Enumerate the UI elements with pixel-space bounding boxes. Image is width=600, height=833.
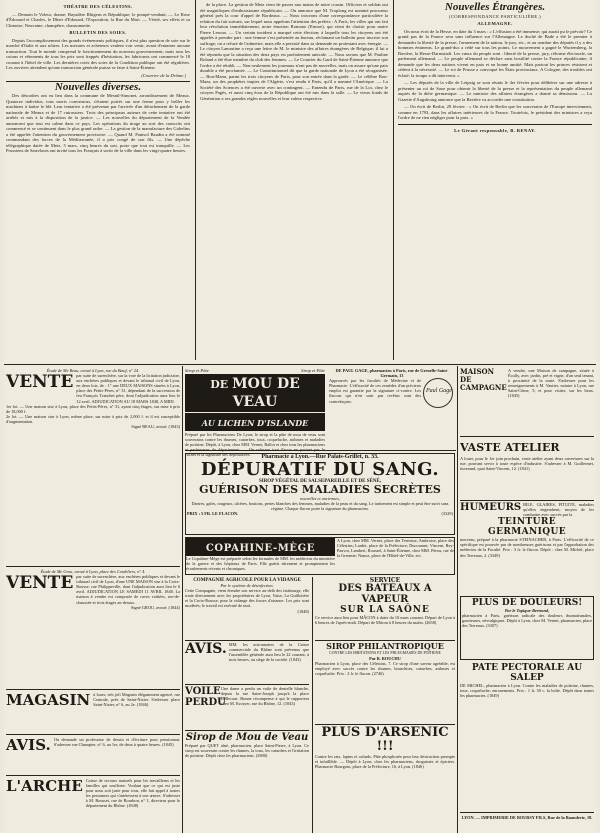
divider [398,124,592,125]
ad-mou-de-veau [185,368,325,458]
arche-title: L'ARCHE [6,777,83,795]
ad-rule [460,436,594,437]
agricole-sub: Par le système de désinfection. [220,583,274,589]
avis-2-title: AVIS. [185,641,227,657]
douleurs-text: pharmacien à Paris, guérison radicale des douleurs rhumatismales, goutteuses, névralgiques. Dépôt à Lyon, chez M. Vernet, pharmacien, place des Terreaux. (3307) [462,613,592,629]
magasin-title: MAGASIN [6,691,91,709]
depuratif-kind: nouvelles et anciennes, [300,496,340,502]
bulletin-heading: BULLETIN DES SOIES. [69,30,127,35]
vente-1-title: VENTE [6,372,74,393]
mou-text: Préparé par les Pharmaciens De Lyon; le sirop et la pâte de mou de veau sont souverains contre les rhumes, catarrhes, toux, coqueluche, asthmes et maladies de poitrine. Dépôt, à Lyon, chez MM. Vernet, Ballot et chez tous les pharmaciens et parfumeurs du département. — On refusera tout flacon ne portant pas le cachet et la signature des dépositaires. [185,432,325,458]
ad-magasin [6,692,180,732]
newspaper-page [4,0,596,833]
pate-title: PATE PECTORALE AU SALEP [471,663,583,683]
copahine-text: Le Copahine-Mège est préparée selon les formules de MM. les médecins du ministère de la guerre et des hôpitaux de Paris. Elle guérit sûrement et promptement les écoulements récents et chroniques. [186,556,335,572]
arsenic-title: PLUS D'ARSENIC !!! [321,725,449,754]
humeurs-text: BILE, GLAIRES, PITUITE, maladies qu'elles engendrent; moyen de les combattre avec succès par la [523,502,594,518]
ad-sirop-philantropique [315,642,455,722]
vente-2-title: VENTE [6,573,74,594]
column-2-text: de la place. La gestion de Metz vient de passer aux mains de notre cousin. Officiers et soldats ont été magnifiques d'enthousiasme républicain. — On annonce que M. Troplong est nommé procureur général près la cour d'appel de Bordeaux. — Nous trouvons d'une correspondance particulière la relation du fait suivant, sur lequel nous appelons l'attention des préfets : A Paris, les villes qui ont fait leur révolution immédiatement, notre émotion Romano (Ermoe), qui vient de choisir pour maire Pierre Leroux. — Un certain incident a marqué cette élection; à laquelle tous les citoyens ont été appelés à prendre part : une femme s'est présentée au bureau, réclamant un bulletin pour inscrire son suffrage; on a refusé de l'admettre, mais elle a persisté dans sa demande en protestant avec énergie. — Le citoyen Lamartine a reçu une lettre de M. le ministre des affaires étrangères de Belgique; il lui a été répondu que la situation des deux pays est parfaitement amicale. — Nous savons que M. Pauline Roland a été élue membre du club des femmes. — Le Courrier du Gard de Saint-Étienne annonce que l'ordre a été rétabli. — Non-seulement les journaux n'ont pas de nouvelles, mais on assure qu'une paix durable a été proclamée. — Le Constitutionnel dit que la garde nationale de Lyon a été réorganisée. — Bon-Manu, parmi les trois citoyens de Paris, pour son entrée dans la garde. — Le célèbre Bou-Maza, un des prophètes impies de l'Algérie, s'est rendu à Paris, qu'il a nommé l'Amérique. — La Société des Sciences a été ouverte avec un contingent. — Entendu de Paris, rue de la Loi, chez le citoyen Pagès, et aussi cinq écus de la République ont été mis dans la salle. — Le vieux fonds de Génération a ses grandes règles nouvelles et leur valeur respective. [200,2,388,101]
mou-top-right: Sirop et Pâte [301,368,325,373]
maison-text: A vendre, une Maison de campagne, située à Écully, avec jardin, pré et vigne, d'un seul tenant, à proximité de la route. S'adresser pour les renseignements à M. Vautier, notaire à Lyon, rue Saint-Côme, 5; et pour visiter, sur les lieux. (1845) [508,368,594,399]
column-rule [195,0,196,360]
foreign-news-heading: Nouvelles Étrangères. [444,1,546,13]
footer-rule [460,812,594,813]
vapeur-sub: SUR LA SAÔNE [340,605,430,616]
vaste-text: A louer, pour le 1er juin prochain, vaste atelier ayant deux ouvertures sur la rue, pouvant servir à toute espèce d'industrie. S'adresser à M. Guillermet, tisserand, quai Saint-Vincent, 12. (1841) [460,456,594,472]
ad-rule [6,689,180,690]
foreign-news-text-2: — Les députés de la ville de Leipzig se sont réunis le 4er février pour délibérer sur une adresse à présenter au roi de Saxe pour obtenir la liberté de la presse et la représentation du peuple allemand auprès de la diète germanique. — Le ministre des affaires étrangères a donné sa démission. — La Gazette d'Augsbourg annonce que la Bavière va accorder une constitution. [398,80,592,102]
ad-maison-campagne [460,368,594,434]
column-rule [393,0,394,360]
pate-text: DE MICHEL, pharmacien à Lyon. Contre les maladies de poitrine, rhumes, toux, coqueluche, enrouements. Prix : 1 fr. 50 c. la boîte. Dépôt dans toutes les pharmacies. (1849) [460,683,594,699]
depuratif-text: Dartres, gales, rougeurs, ulcères, boutons, pertes blanches des femmes, maladies de la peau et du sang. Le traitement est simple et peut être suivi sans régime. Chaque flacon porte la signature du pharmacien. [191,501,449,512]
vaste-title: VASTE ATELIER [460,441,560,454]
sirop-phil-by: Par B. ROUCHU [369,656,401,662]
ad-vaste-atelier [460,438,594,498]
douleurs-sub: Par le Topique-Bertrand, [504,608,550,613]
ad-avis-2 [185,642,309,682]
sirop-mou-title: Sirop de Mou de Veau [185,732,309,743]
arsenic-text: Contre les rats, lapins et cafards, Pâte phosphorée pour leur destruction prompte et infaillible. — Dépôt à Lyon, chez les pharmaciens, droguistes et épiciers. Pharmacie Bourgoin, place de la Préfecture, 16, à Lyon. (1846) [315,754,455,770]
ad-rule [185,730,309,731]
column-2 [200,2,388,362]
column-1 [6,2,190,362]
avis-1-title: AVIS. [6,736,51,754]
vente-2-text: par suite de surenchère, aux enchères publiques et devant le tribunal civil de Lyon, d'une UNE MAISON sise à la Croix-Rousse, rue Philippeville, dont l'adjudication aura lieu le 6 avril. ADJUDICATION LE SAMEDI 11 AVRIL 1848. La maison à vendre est composée de caves voûtées, rez-de-chaussée et trois étages au-dessus. [76,574,180,605]
agricole-num: (1848) [297,608,309,614]
ad-pate-pectorale [460,663,594,809]
foreign-news-text: On nous écrit de la Hesse, en date du 3 mars : « L'effusion a été immense; qui aurait pu le prévoir? Ce grand pas de la France sera sans influence sur l'Allemagne. Le duché de Bade a été le premier à demander la liberté de la presse, l'armement de la nation, le jury, etc., et au nombre des députés il y a des hommes éminents. Le grand-duc a cédé sur tous les points. Le mouvement a gagné le Wurtemberg, la Bavière, la Hesse-Darmstadt. Les vœux du peuple sont : liberté de la presse, jury, réforme électorale, un parlement allemand. — Le peuple allemand se déclare sans hostilité contre la France républicaine; il demande que les deux nations vivent en paix et en bonne amitié. Mais partout les princes résistent et cèdent à la nécessité. — Le roi de Prusse a convoqué les États provinciaux. A Cologne, des troubles ont éclaté; la troupe a dû intervenir. » [398,28,592,78]
depuratif-price: PRIX : 5 FR. LE FLACON. [187,511,239,517]
vapeur-label: SERVICE [369,577,401,584]
vente-1-lot-1: 1er lot. — Une maison sise à Lyon, place des Petits-Pères, n° 31, ayant cinq étages, sur mise à prix de 18,000 f. [6,403,180,414]
ad-column-rule [182,366,183,833]
foreign-news-country: ALLEMAGNE. [477,21,513,26]
copahine-title: COPAHINE-MÈGE [205,543,315,554]
ad-rule [185,684,309,685]
column-3 [398,2,592,362]
depuratif-sub: SIROP VÉGÉTAL DE SALSEPAREILLE ET DE SÉNÉ, [258,479,382,485]
ad-column-rule [312,577,313,833]
bulletin-text: Depuis l'accomplissement des grands événements politiques, il n'est plus question de soie sur le marché d'Italie et aux nôtres. Les mesures et acheteurs veulent voir venir, avant d'entamer aucune transaction. Tout le monde comprend le fonctionnement du nouveau gouvernement; mais tous les cotons et vêtements de tous les prix sont frappés d'hésitation, les fabricants ont commencé le 18 courant à l'hôtel de ville. Les dernières cotes des soies de la Condition publique ont été régulières. Les ouvriers attendent qu'une transaction générale puisse se faire à Saint-Étienne. [6,37,190,70]
ad-column-rule [457,366,458,833]
bulletin-signature: (Courrier de la Drôme.) [141,72,186,78]
ad-teinture-germanique [460,502,594,594]
humeurs-title: HUMEURS [460,502,522,513]
maison-title: MAISON DE CAMPAGNE [460,367,507,392]
ad-arsenic [315,726,455,830]
ad-vente-2 [6,569,180,687]
depuratif-pharmacie: Pharmacie à Lyon.—Rue Palais-Grillet, n. 33. [261,454,379,460]
copahine-right: A Lyon, chez MM. Vernet, place des Terreaux; Ambroise, place des Célestins; Lardet, place de la Préfecture; Ducourant; Vincent, Rey-Pauvot, Lambert, Roussel, à Saint-Étienne, chez MM. Pérou, rue de la Grenette; Nanoz, place de l'Hôtel-de-Ville, etc. [336,538,454,559]
ad-rule [6,734,180,735]
voile-title: VOILE PERDU [185,686,226,708]
sirop-phil-sub: CONTRE LES IRRITATIONS ET LES PHLEGMASIES DE POITRINE [329,651,441,655]
avis-2-text: MM. les actionnaires de la Caisse commerciale du Rhône sont prévenus que l'assemblée générale aura lieu le 22 courant, à trois heures, au siège de la société. (1843) [228,642,309,663]
ad-rule [6,775,180,776]
douleurs-title: PLUS DE DOULEURS! [471,598,583,608]
paul-gage-text: Approuvés par les facultés de Médecine et de Pharmacie. L'efficacité de ces remèdes d'un précieux emploi est garantie par la signature ci-contre. Les flacons qui n'en sont pas revêtus sont des contrefaçons. [329,378,421,404]
arche-text: Caisse de secours mutuels pour les travailleurs et les familles qui souffrent. Voulant que ce qui est juste pour nous soit juste pour tous, elle fait appel à toutes les personnes qui s'intéressent à son œuvre. S'adresser à M. Rousset, rue de Bourbon, n° 1, directeur pour le département du Rhône. (1848) [85,778,180,809]
agricole-title: COMPAGNIE AGRICOLE POUR LA VIDANGE [193,578,301,583]
vente-2-intro: Étude de Me Grou, avoué à Lyon, place des Cordeliers, n° 4. [40,569,146,574]
foreign-news-text-3: — On écrit de Berlin, 29 février : « On écrit de Berlin que les souverains de l'Europe interviennent, comme en 1793, dans les affaires intérieures de la France. Toutefois, le président des ministres a reçu l'ordre de ne rien négliger pour la paix. » [398,104,592,120]
depuratif-title-2: GUÉRISON DES MALADIES SECRÈTES [199,483,441,497]
depuratif-title: DÉPURATIF DU SANG. [200,459,440,481]
ad-rule [460,500,594,501]
sirop-phil-text: Pharmacien à Lyon, place des Célestins, 7. Ce sirop d'une saveur agréable, est employé avec succès contre les rhumes, bronchites, catarrhes, asthmes et coqueluche. Prix : 2 fr. le flacon. (2746) [315,661,455,677]
vente-1-text: par suite de surenchère, sur la voie de la licitation judiciaire, aux enchères publiques et devant le tribunal civil de Lyon, en deux lots, de : 1° une DEUX MAISONS situées à Lyon, place des Petits-Pères, n° 31, dépendant de la succession de feu François Tranchet père, dont l'adjudication aura lieu le 12 avril. ADJUDICATION AU 18 MARS 1848, A MIDI. [76,373,180,404]
ad-vente-1 [6,368,180,564]
paul-gage-title: DE PAUL GAGE, pharmacien à Paris, rue de Grenelle-Saint-Germain, 13 [335,368,449,379]
mou-title: MOU DE VEAU [232,376,300,410]
news-heading: Nouvelles diverses. [54,80,142,93]
section-rule [4,364,596,365]
news-text: Des désordres ont eu lieu dans la commune de Mesnil-Simonet, arrondissement de Meaux. Quatorze individus, tous morts convaincus, s'étaient portés sur une ferme pour y brûler les machines à battre le blé. Leur tentative a été prévenue par l'arrivée d'un détachement de la garde nationale de Meaux et de 17 cuirassiers. Trois des principaux auteurs de cette tentative ont été arrêtés et mis à la disposition de la justice. — Les nouvelles du département de la Vendée annoncent que tout est calme dans ce pays. Les opérations du tirage au sort des conscrits ont commencé et se continuent dans le plus grand ordre. — La gestion de la manufacture des Gobelins a été appelée l'attention du gouvernement provisoire. — Quand M. Panisol Baudin a été nommé commandant des forces de la Méditerranée, il a pris congé de son fils. — Une dépêche télégraphique datée de Metz, 5 mars, cinq heures du soir, porte que tout est tranquille. — Les Prussiens de Sarrelouis ont invité tous les Français à sortir de la ville dans les vingt-quatre heures. [6,93,190,153]
ad-depuratif [185,453,455,535]
vapeur-text: Ce service aura lieu pour MÂCON à dater du 10 mars courant. Départ de Lyon à 6 heures de l'après-midi. Départ de Mâcon à 8 heures du matin. (2658) [315,615,455,626]
ad-copahine [185,537,455,575]
ad-plus-de-douleurs [460,596,594,660]
mou-subtitle: AU LICHEN D'ISLANDE [201,418,309,428]
agricole-text: Cette Compagnie, vient étendre son service au-delà des faubourgs; elle traite directement avec les propriétaires de Lyon, Vaise, La Guillotière et la Croix-Rousse, pour la vidange des fosses d'aisance. Les prix sont modérés; le travail est exécuté de nuit. [185,588,309,609]
paul-gage-signature: Paul Gage [426,388,452,395]
magasin-text: à louer, très joli Magasin élégamment agencé, rue Centrale, près de Saint-Nizier. S'adresser place Saint-Nizier, n° 6, au 2e. (1846) [93,692,180,708]
depuratif-num: (3329) [441,511,453,517]
ad-paul-gage [329,368,455,448]
gerant-line: Le Gérant responsable, B. RENAY. [454,127,536,133]
foreign-news-sub: (CORRESPONDANCE PARTICULIÈRE.) [448,13,542,19]
vente-1-lot-2: 2e lot. — Une maison sise à Lyon, même place, sur mise à prix de 2,000 f. et il est susceptible d'augmentation. [6,413,180,424]
ad-avis-1 [6,737,180,773]
vente-2-signature: Signé GROU, avoué. (1844) [130,604,180,610]
mou-top-left: Sirop et Pâte [185,368,209,373]
ad-voile-perdu [185,686,309,728]
teinture-title: TEINTURE GERMANIQUE [488,517,566,538]
ad-bateaux-vapeur [315,578,455,638]
vente-1-intro: Étude de Me Beau, avoué à Lyon, rue du Bœuf, n° 24. [46,368,140,373]
ad-sirop-mou-de-veau [185,732,309,830]
ad-arche [6,778,180,830]
vapeur-title: DES BATEAUX A VAPEUR [338,583,432,606]
mou-de: DE [210,378,229,391]
theatre-heading: THÉATRE DES CÉLESTINS. [63,4,133,9]
ad-rule [6,566,180,567]
sirop-mou-text: Préparé par QUET aîné, pharmacien, place Saint-Pierre, à Lyon. Ce sirop est souverain contre les rhumes, la toux, les catarrhes et l'irritation de poitrine. Dépôt chez les pharmaciens. (3800) [185,743,309,759]
theatre-text: — Demain le Voleur, drame; Bayadère Rhigens et République; le pompé-vendant; — Le Rose d'Édouard et Charles, le Dîner d'Edouard, l'Exposition, la Rue du Mari. — Vérité, ses effets et sa Chinoise; Neuvaine, champêtre, chansonnette. [6,11,190,28]
sirop-phil-title: SIROP PHILANTROPIQUE [326,641,444,651]
imprimerie-line: LYON. — IMPRIMERIE DE BOURSY FILS, Rue de la Buanderie, 18. [461,815,593,820]
teinture-text: nouveau, préparé à la pharmacie STEINACHER, à Paris. L'efficacité de ce spécifique est prouvée par de nombreuses guérisons et par l'approbation des médecins de la Faculté. Prix : 3 fr. le flacon. Dépôt : chez M. Michel, place des Terreaux, 2. (3349) [460,537,594,558]
voile-text: Une dame a perdu un voile de dentelle blanche, depuis la rue Saint-Joseph jusqu'à la place Bellecour. Bonne récompense à qui le rapportera chez M. Escuyer, rue du Rhône, 12. (1843) [221,686,309,707]
ad-rule [185,450,456,451]
vente-1-signature: Signé BEAU, avoué. (1843) [131,424,180,430]
avis-1-text: On demande un professeur de dessin et d'écriture pour pensionnat. S'adresser rue Champier, n° 6, au 1er, de deux à quatre heures. (1845) [53,737,180,748]
ad-compagnie-agricole [185,578,309,638]
